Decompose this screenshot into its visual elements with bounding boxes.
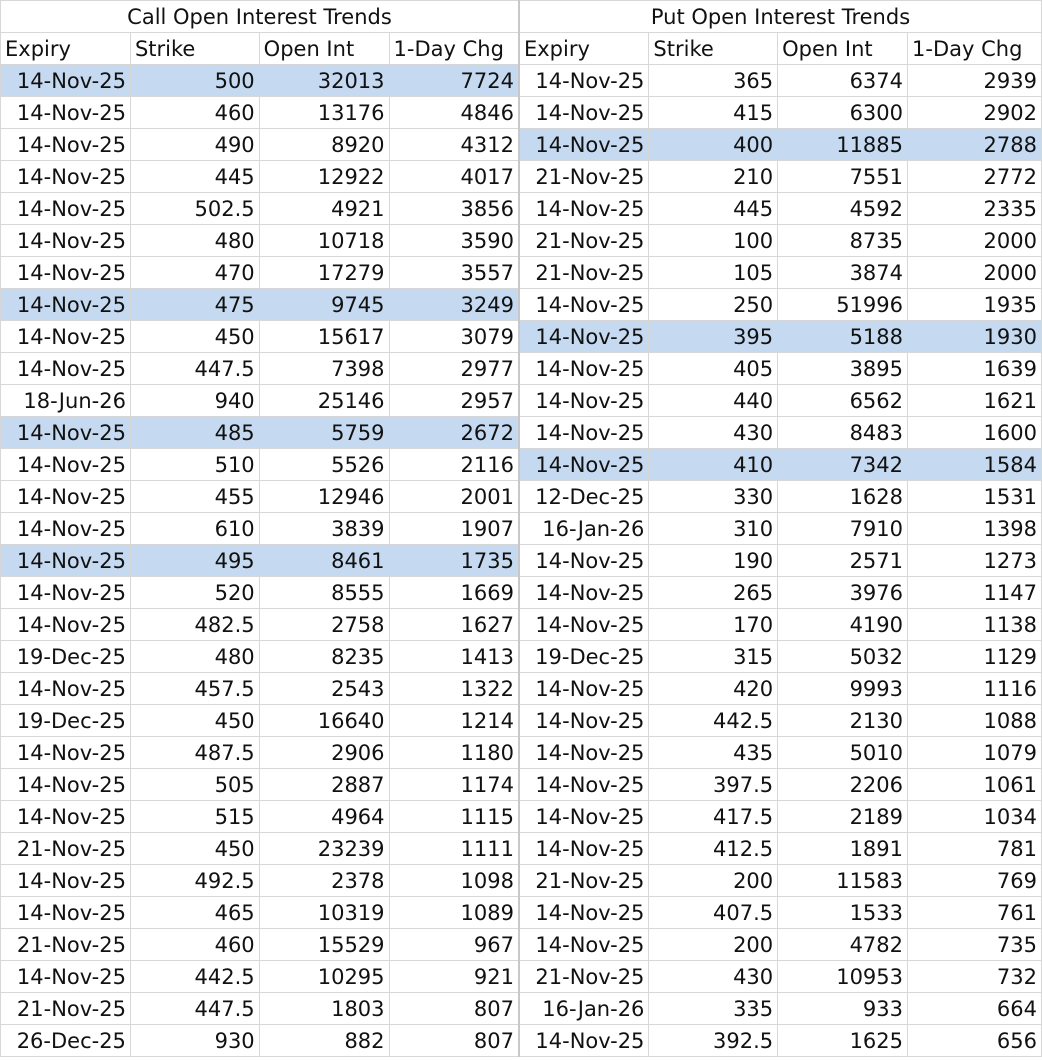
call-one-day-chg-cell[interactable]: 4846 bbox=[389, 97, 519, 129]
call-open-int-cell[interactable]: 8555 bbox=[259, 577, 389, 609]
put-one-day-chg-cell[interactable]: 1621 bbox=[908, 385, 1042, 417]
call-header-open-int[interactable]: Open Int bbox=[259, 33, 389, 65]
call-expiry-cell[interactable]: 14-Nov-25 bbox=[1, 801, 131, 833]
call-strike-cell[interactable]: 492.5 bbox=[130, 865, 259, 897]
put-expiry-cell[interactable]: 14-Nov-25 bbox=[519, 929, 649, 961]
put-expiry-cell[interactable]: 14-Nov-25 bbox=[519, 833, 649, 865]
call-open-int-cell[interactable]: 17279 bbox=[259, 257, 389, 289]
call-strike-cell[interactable]: 455 bbox=[130, 481, 259, 513]
call-expiry-cell[interactable]: 14-Nov-25 bbox=[1, 449, 131, 481]
table-row bbox=[1, 577, 1042, 609]
call-strike-cell[interactable]: 450 bbox=[130, 833, 259, 865]
call-expiry-cell[interactable]: 21-Nov-25 bbox=[1, 833, 131, 865]
call-open-int-cell[interactable]: 9745 bbox=[259, 289, 389, 321]
call-strike-cell[interactable]: 480 bbox=[130, 641, 259, 673]
call-strike-cell[interactable]: 505 bbox=[130, 769, 259, 801]
put-one-day-chg-cell[interactable]: 2902 bbox=[908, 97, 1042, 129]
put-one-day-chg-cell[interactable]: 1531 bbox=[908, 481, 1042, 513]
put-expiry-cell[interactable]: 14-Nov-25 bbox=[519, 769, 649, 801]
call-one-day-chg-cell[interactable]: 2957 bbox=[389, 385, 519, 417]
put-one-day-chg-cell[interactable]: 2000 bbox=[908, 257, 1042, 289]
call-one-day-chg-cell[interactable]: 7724 bbox=[389, 65, 519, 97]
put-expiry-cell[interactable]: 14-Nov-25 bbox=[519, 321, 649, 353]
call-expiry-cell[interactable]: 14-Nov-25 bbox=[1, 97, 131, 129]
put-header-expiry[interactable]: Expiry bbox=[519, 33, 649, 65]
put-strike-cell[interactable]: 315 bbox=[649, 641, 778, 673]
call-open-int-cell[interactable]: 1803 bbox=[259, 993, 389, 1025]
call-one-day-chg-cell[interactable]: 1098 bbox=[389, 865, 519, 897]
put-strike-cell[interactable]: 250 bbox=[649, 289, 778, 321]
call-header-expiry[interactable]: Expiry bbox=[1, 33, 131, 65]
call-open-int-cell[interactable]: 8235 bbox=[259, 641, 389, 673]
call-expiry-cell[interactable]: 14-Nov-25 bbox=[1, 257, 131, 289]
call-one-day-chg-cell[interactable]: 1115 bbox=[389, 801, 519, 833]
put-open-int-cell[interactable]: 11583 bbox=[778, 865, 908, 897]
call-open-int-cell[interactable]: 10295 bbox=[259, 961, 389, 993]
put-one-day-chg-cell[interactable]: 1061 bbox=[908, 769, 1042, 801]
put-strike-cell[interactable]: 397.5 bbox=[649, 769, 778, 801]
call-strike-cell[interactable]: 475 bbox=[130, 289, 259, 321]
put-one-day-chg-cell[interactable]: 664 bbox=[908, 993, 1042, 1025]
call-open-int-cell[interactable]: 12946 bbox=[259, 481, 389, 513]
call-open-int-cell[interactable]: 15617 bbox=[259, 321, 389, 353]
put-expiry-cell[interactable]: 14-Nov-25 bbox=[519, 385, 649, 417]
call-strike-cell[interactable]: 447.5 bbox=[130, 353, 259, 385]
call-one-day-chg-cell[interactable]: 3557 bbox=[389, 257, 519, 289]
call-expiry-cell[interactable]: 14-Nov-25 bbox=[1, 865, 131, 897]
section-title-row bbox=[1, 1, 1042, 33]
put-expiry-cell[interactable]: 14-Nov-25 bbox=[519, 545, 649, 577]
put-one-day-chg-cell[interactable]: 1600 bbox=[908, 417, 1042, 449]
call-open-int-cell[interactable]: 10319 bbox=[259, 897, 389, 929]
put-strike-cell[interactable]: 430 bbox=[649, 961, 778, 993]
put-strike-cell[interactable]: 395 bbox=[649, 321, 778, 353]
put-open-int-cell[interactable]: 4190 bbox=[778, 609, 908, 641]
put-open-int-cell[interactable]: 3895 bbox=[778, 353, 908, 385]
column-header-row bbox=[1, 33, 1042, 65]
call-strike-cell[interactable]: 450 bbox=[130, 321, 259, 353]
put-open-int-cell[interactable]: 4782 bbox=[778, 929, 908, 961]
put-open-int-cell[interactable]: 10953 bbox=[778, 961, 908, 993]
put-one-day-chg-cell[interactable]: 1935 bbox=[908, 289, 1042, 321]
put-one-day-chg-cell[interactable]: 1639 bbox=[908, 353, 1042, 385]
call-strike-cell[interactable]: 485 bbox=[130, 417, 259, 449]
put-expiry-cell[interactable]: 14-Nov-25 bbox=[519, 673, 649, 705]
call-one-day-chg-cell[interactable]: 3079 bbox=[389, 321, 519, 353]
call-open-int-cell[interactable]: 15529 bbox=[259, 929, 389, 961]
put-strike-cell[interactable]: 210 bbox=[649, 161, 778, 193]
call-open-int-cell[interactable]: 2906 bbox=[259, 737, 389, 769]
put-section-title[interactable]: Put Open Interest Trends bbox=[519, 1, 1042, 33]
put-expiry-cell[interactable]: 21-Nov-25 bbox=[519, 161, 649, 193]
call-one-day-chg-cell[interactable]: 807 bbox=[389, 1025, 519, 1057]
put-expiry-cell[interactable]: 14-Nov-25 bbox=[519, 193, 649, 225]
call-expiry-cell[interactable]: 14-Nov-25 bbox=[1, 321, 131, 353]
put-one-day-chg-cell[interactable]: 732 bbox=[908, 961, 1042, 993]
call-open-int-cell[interactable]: 5526 bbox=[259, 449, 389, 481]
table-row bbox=[1, 609, 1042, 641]
call-expiry-cell[interactable]: 26-Dec-25 bbox=[1, 1025, 131, 1057]
call-strike-cell[interactable]: 480 bbox=[130, 225, 259, 257]
put-one-day-chg-cell[interactable]: 761 bbox=[908, 897, 1042, 929]
call-expiry-cell[interactable]: 14-Nov-25 bbox=[1, 577, 131, 609]
put-strike-cell[interactable]: 170 bbox=[649, 609, 778, 641]
call-strike-cell[interactable]: 450 bbox=[130, 705, 259, 737]
table-row bbox=[1, 1025, 1042, 1057]
call-expiry-cell[interactable]: 14-Nov-25 bbox=[1, 961, 131, 993]
table-row bbox=[1, 193, 1042, 225]
call-expiry-cell[interactable]: 14-Nov-25 bbox=[1, 225, 131, 257]
table-row bbox=[1, 161, 1042, 193]
put-open-int-cell[interactable]: 1625 bbox=[778, 1025, 908, 1057]
table-row bbox=[1, 417, 1042, 449]
call-open-int-cell[interactable]: 8920 bbox=[259, 129, 389, 161]
call-one-day-chg-cell[interactable]: 1089 bbox=[389, 897, 519, 929]
call-expiry-cell[interactable]: 14-Nov-25 bbox=[1, 737, 131, 769]
put-strike-cell[interactable]: 435 bbox=[649, 737, 778, 769]
put-expiry-cell[interactable]: 14-Nov-25 bbox=[519, 705, 649, 737]
put-strike-cell[interactable]: 310 bbox=[649, 513, 778, 545]
call-open-int-cell[interactable]: 2543 bbox=[259, 673, 389, 705]
table-body bbox=[1, 65, 1042, 1057]
call-expiry-cell[interactable]: 14-Nov-25 bbox=[1, 545, 131, 577]
call-expiry-cell[interactable]: 14-Nov-25 bbox=[1, 129, 131, 161]
put-expiry-cell[interactable]: 21-Nov-25 bbox=[519, 961, 649, 993]
put-expiry-cell[interactable]: 14-Nov-25 bbox=[519, 417, 649, 449]
call-open-int-cell[interactable]: 7398 bbox=[259, 353, 389, 385]
table-row bbox=[1, 705, 1042, 737]
call-open-int-cell[interactable]: 4964 bbox=[259, 801, 389, 833]
call-open-int-cell[interactable]: 10718 bbox=[259, 225, 389, 257]
table-row bbox=[1, 449, 1042, 481]
call-one-day-chg-cell[interactable]: 1627 bbox=[389, 609, 519, 641]
put-open-int-cell[interactable]: 2206 bbox=[778, 769, 908, 801]
call-expiry-cell[interactable]: 14-Nov-25 bbox=[1, 161, 131, 193]
put-open-int-cell[interactable]: 5010 bbox=[778, 737, 908, 769]
call-one-day-chg-cell[interactable]: 967 bbox=[389, 929, 519, 961]
put-strike-cell[interactable]: 417.5 bbox=[649, 801, 778, 833]
put-open-int-cell[interactable]: 51996 bbox=[778, 289, 908, 321]
call-one-day-chg-cell[interactable]: 1735 bbox=[389, 545, 519, 577]
put-strike-cell[interactable]: 430 bbox=[649, 417, 778, 449]
call-expiry-cell[interactable]: 14-Nov-25 bbox=[1, 65, 131, 97]
put-open-int-cell[interactable]: 8483 bbox=[778, 417, 908, 449]
put-expiry-cell[interactable]: 19-Dec-25 bbox=[519, 641, 649, 673]
call-open-int-cell[interactable]: 23239 bbox=[259, 833, 389, 865]
put-expiry-cell[interactable]: 14-Nov-25 bbox=[519, 801, 649, 833]
put-strike-cell[interactable]: 200 bbox=[649, 929, 778, 961]
call-strike-cell[interactable]: 445 bbox=[130, 161, 259, 193]
put-expiry-cell[interactable]: 16-Jan-26 bbox=[519, 993, 649, 1025]
put-strike-cell[interactable]: 407.5 bbox=[649, 897, 778, 929]
put-one-day-chg-cell[interactable]: 656 bbox=[908, 1025, 1042, 1057]
put-open-int-cell[interactable]: 6562 bbox=[778, 385, 908, 417]
call-one-day-chg-cell[interactable]: 807 bbox=[389, 993, 519, 1025]
call-one-day-chg-cell[interactable]: 4017 bbox=[389, 161, 519, 193]
put-strike-cell[interactable]: 265 bbox=[649, 577, 778, 609]
table-row bbox=[1, 97, 1042, 129]
put-one-day-chg-cell[interactable]: 1034 bbox=[908, 801, 1042, 833]
call-one-day-chg-cell[interactable]: 1111 bbox=[389, 833, 519, 865]
call-strike-cell[interactable]: 520 bbox=[130, 577, 259, 609]
table-row bbox=[1, 929, 1042, 961]
put-expiry-cell[interactable]: 21-Nov-25 bbox=[519, 865, 649, 897]
table-row bbox=[1, 129, 1042, 161]
call-expiry-cell[interactable]: 14-Nov-25 bbox=[1, 289, 131, 321]
put-strike-cell[interactable]: 365 bbox=[649, 65, 778, 97]
put-open-int-cell[interactable]: 6374 bbox=[778, 65, 908, 97]
put-one-day-chg-cell[interactable]: 2772 bbox=[908, 161, 1042, 193]
call-one-day-chg-cell[interactable]: 2116 bbox=[389, 449, 519, 481]
call-strike-cell[interactable]: 515 bbox=[130, 801, 259, 833]
put-expiry-cell[interactable]: 14-Nov-25 bbox=[519, 353, 649, 385]
call-expiry-cell[interactable]: 19-Dec-25 bbox=[1, 641, 131, 673]
put-one-day-chg-cell[interactable]: 781 bbox=[908, 833, 1042, 865]
call-strike-cell[interactable]: 447.5 bbox=[130, 993, 259, 1025]
put-strike-cell[interactable]: 412.5 bbox=[649, 833, 778, 865]
table-row bbox=[1, 385, 1042, 417]
put-strike-cell[interactable]: 442.5 bbox=[649, 705, 778, 737]
call-expiry-cell[interactable]: 14-Nov-25 bbox=[1, 897, 131, 929]
call-expiry-cell[interactable]: 14-Nov-25 bbox=[1, 417, 131, 449]
put-strike-cell[interactable]: 445 bbox=[649, 193, 778, 225]
table-row bbox=[1, 353, 1042, 385]
put-open-int-cell[interactable]: 7910 bbox=[778, 513, 908, 545]
put-expiry-cell[interactable]: 14-Nov-25 bbox=[519, 737, 649, 769]
table-row bbox=[1, 769, 1042, 801]
call-strike-cell[interactable]: 495 bbox=[130, 545, 259, 577]
call-open-int-cell[interactable]: 2758 bbox=[259, 609, 389, 641]
call-one-day-chg-cell[interactable]: 1669 bbox=[389, 577, 519, 609]
call-strike-cell[interactable]: 490 bbox=[130, 129, 259, 161]
put-strike-cell[interactable]: 415 bbox=[649, 97, 778, 129]
table-row bbox=[1, 801, 1042, 833]
table-row bbox=[1, 289, 1042, 321]
table-row bbox=[1, 321, 1042, 353]
call-strike-cell[interactable]: 930 bbox=[130, 1025, 259, 1057]
put-one-day-chg-cell[interactable]: 2335 bbox=[908, 193, 1042, 225]
put-open-int-cell[interactable]: 2571 bbox=[778, 545, 908, 577]
put-open-int-cell[interactable]: 7551 bbox=[778, 161, 908, 193]
put-open-int-cell[interactable]: 1533 bbox=[778, 897, 908, 929]
put-strike-cell[interactable]: 440 bbox=[649, 385, 778, 417]
put-strike-cell[interactable]: 100 bbox=[649, 225, 778, 257]
call-expiry-cell[interactable]: 14-Nov-25 bbox=[1, 513, 131, 545]
call-expiry-cell[interactable]: 21-Nov-25 bbox=[1, 993, 131, 1025]
put-open-int-cell[interactable]: 5188 bbox=[778, 321, 908, 353]
call-section-title[interactable]: Call Open Interest Trends bbox=[1, 1, 519, 33]
put-one-day-chg-cell[interactable]: 1138 bbox=[908, 609, 1042, 641]
put-strike-cell[interactable]: 335 bbox=[649, 993, 778, 1025]
put-expiry-cell[interactable]: 21-Nov-25 bbox=[519, 257, 649, 289]
table-row bbox=[1, 545, 1042, 577]
put-expiry-cell[interactable]: 16-Jan-26 bbox=[519, 513, 649, 545]
put-one-day-chg-cell[interactable]: 1079 bbox=[908, 737, 1042, 769]
put-one-day-chg-cell[interactable]: 1398 bbox=[908, 513, 1042, 545]
call-expiry-cell[interactable]: 14-Nov-25 bbox=[1, 481, 131, 513]
call-open-int-cell[interactable]: 2887 bbox=[259, 769, 389, 801]
call-one-day-chg-cell[interactable]: 1174 bbox=[389, 769, 519, 801]
call-open-int-cell[interactable]: 16640 bbox=[259, 705, 389, 737]
call-open-int-cell[interactable]: 8461 bbox=[259, 545, 389, 577]
put-one-day-chg-cell[interactable]: 2939 bbox=[908, 65, 1042, 97]
call-one-day-chg-cell[interactable]: 1180 bbox=[389, 737, 519, 769]
put-one-day-chg-cell[interactable]: 1930 bbox=[908, 321, 1042, 353]
put-expiry-cell[interactable]: 14-Nov-25 bbox=[519, 897, 649, 929]
call-open-int-cell[interactable]: 5759 bbox=[259, 417, 389, 449]
put-open-int-cell[interactable]: 4592 bbox=[778, 193, 908, 225]
call-one-day-chg-cell[interactable]: 2977 bbox=[389, 353, 519, 385]
call-strike-cell[interactable]: 442.5 bbox=[130, 961, 259, 993]
put-strike-cell[interactable]: 105 bbox=[649, 257, 778, 289]
put-open-int-cell[interactable]: 3976 bbox=[778, 577, 908, 609]
call-expiry-cell[interactable]: 18-Jun-26 bbox=[1, 385, 131, 417]
table-row bbox=[1, 737, 1042, 769]
call-strike-cell[interactable]: 470 bbox=[130, 257, 259, 289]
put-open-int-cell[interactable]: 2189 bbox=[778, 801, 908, 833]
put-open-int-cell[interactable]: 8735 bbox=[778, 225, 908, 257]
call-strike-cell[interactable]: 487.5 bbox=[130, 737, 259, 769]
call-one-day-chg-cell[interactable]: 1214 bbox=[389, 705, 519, 737]
put-open-int-cell[interactable]: 5032 bbox=[778, 641, 908, 673]
table-row bbox=[1, 225, 1042, 257]
put-one-day-chg-cell[interactable]: 2788 bbox=[908, 129, 1042, 161]
put-expiry-cell[interactable]: 14-Nov-25 bbox=[519, 65, 649, 97]
put-expiry-cell[interactable]: 14-Nov-25 bbox=[519, 129, 649, 161]
table-row bbox=[1, 897, 1042, 929]
put-expiry-cell[interactable]: 12-Dec-25 bbox=[519, 481, 649, 513]
call-one-day-chg-cell[interactable]: 3856 bbox=[389, 193, 519, 225]
call-strike-cell[interactable]: 610 bbox=[130, 513, 259, 545]
call-strike-cell[interactable]: 457.5 bbox=[130, 673, 259, 705]
put-strike-cell[interactable]: 392.5 bbox=[649, 1025, 778, 1057]
call-strike-cell[interactable]: 460 bbox=[130, 97, 259, 129]
put-open-int-cell[interactable]: 7342 bbox=[778, 449, 908, 481]
put-one-day-chg-cell[interactable]: 1584 bbox=[908, 449, 1042, 481]
table-row bbox=[1, 641, 1042, 673]
call-open-int-cell[interactable]: 12922 bbox=[259, 161, 389, 193]
table-row bbox=[1, 865, 1042, 897]
put-strike-cell[interactable]: 190 bbox=[649, 545, 778, 577]
table-row bbox=[1, 833, 1042, 865]
call-open-int-cell[interactable]: 25146 bbox=[259, 385, 389, 417]
put-strike-cell[interactable]: 420 bbox=[649, 673, 778, 705]
call-expiry-cell[interactable]: 14-Nov-25 bbox=[1, 353, 131, 385]
put-header-strike[interactable]: Strike bbox=[649, 33, 778, 65]
put-open-int-cell[interactable]: 2130 bbox=[778, 705, 908, 737]
put-expiry-cell[interactable]: 14-Nov-25 bbox=[519, 577, 649, 609]
call-open-int-cell[interactable]: 882 bbox=[259, 1025, 389, 1057]
call-one-day-chg-cell[interactable]: 3249 bbox=[389, 289, 519, 321]
call-strike-cell[interactable]: 502.5 bbox=[130, 193, 259, 225]
call-expiry-cell[interactable]: 19-Dec-25 bbox=[1, 705, 131, 737]
call-strike-cell[interactable]: 482.5 bbox=[130, 609, 259, 641]
put-one-day-chg-cell[interactable]: 735 bbox=[908, 929, 1042, 961]
call-strike-cell[interactable]: 460 bbox=[130, 929, 259, 961]
put-one-day-chg-cell[interactable]: 1116 bbox=[908, 673, 1042, 705]
put-strike-cell[interactable]: 400 bbox=[649, 129, 778, 161]
call-strike-cell[interactable]: 510 bbox=[130, 449, 259, 481]
put-open-int-cell[interactable]: 9993 bbox=[778, 673, 908, 705]
call-expiry-cell[interactable]: 14-Nov-25 bbox=[1, 769, 131, 801]
put-expiry-cell[interactable]: 21-Nov-25 bbox=[519, 225, 649, 257]
call-strike-cell[interactable]: 465 bbox=[130, 897, 259, 929]
put-expiry-cell[interactable]: 14-Nov-25 bbox=[519, 289, 649, 321]
put-strike-cell[interactable]: 410 bbox=[649, 449, 778, 481]
call-open-int-cell[interactable]: 2378 bbox=[259, 865, 389, 897]
call-one-day-chg-cell[interactable]: 1907 bbox=[389, 513, 519, 545]
put-open-int-cell[interactable]: 3874 bbox=[778, 257, 908, 289]
put-strike-cell[interactable]: 405 bbox=[649, 353, 778, 385]
put-one-day-chg-cell[interactable]: 1273 bbox=[908, 545, 1042, 577]
call-one-day-chg-cell[interactable]: 2672 bbox=[389, 417, 519, 449]
call-expiry-cell[interactable]: 21-Nov-25 bbox=[1, 929, 131, 961]
call-one-day-chg-cell[interactable]: 921 bbox=[389, 961, 519, 993]
call-expiry-cell[interactable]: 14-Nov-25 bbox=[1, 609, 131, 641]
put-one-day-chg-cell[interactable]: 769 bbox=[908, 865, 1042, 897]
put-open-int-cell[interactable]: 933 bbox=[778, 993, 908, 1025]
call-strike-cell[interactable]: 500 bbox=[130, 65, 259, 97]
call-header-strike[interactable]: Strike bbox=[130, 33, 259, 65]
put-one-day-chg-cell[interactable]: 2000 bbox=[908, 225, 1042, 257]
table-row bbox=[1, 257, 1042, 289]
put-open-int-cell[interactable]: 1628 bbox=[778, 481, 908, 513]
call-strike-cell[interactable]: 940 bbox=[130, 385, 259, 417]
put-header-open-int[interactable]: Open Int bbox=[778, 33, 908, 65]
put-strike-cell[interactable]: 330 bbox=[649, 481, 778, 513]
put-expiry-cell[interactable]: 14-Nov-25 bbox=[519, 1025, 649, 1057]
table-row bbox=[1, 961, 1042, 993]
put-header-1-day-chg[interactable]: 1-Day Chg bbox=[908, 33, 1042, 65]
call-expiry-cell[interactable]: 14-Nov-25 bbox=[1, 673, 131, 705]
call-one-day-chg-cell[interactable]: 1413 bbox=[389, 641, 519, 673]
call-one-day-chg-cell[interactable]: 2001 bbox=[389, 481, 519, 513]
call-expiry-cell[interactable]: 14-Nov-25 bbox=[1, 193, 131, 225]
call-open-int-cell[interactable]: 4921 bbox=[259, 193, 389, 225]
put-expiry-cell[interactable]: 14-Nov-25 bbox=[519, 609, 649, 641]
call-open-int-cell[interactable]: 32013 bbox=[259, 65, 389, 97]
call-one-day-chg-cell[interactable]: 1322 bbox=[389, 673, 519, 705]
call-one-day-chg-cell[interactable]: 4312 bbox=[389, 129, 519, 161]
put-one-day-chg-cell[interactable]: 1088 bbox=[908, 705, 1042, 737]
put-expiry-cell[interactable]: 14-Nov-25 bbox=[519, 97, 649, 129]
table-row bbox=[1, 65, 1042, 97]
call-header-1-day-chg[interactable]: 1-Day Chg bbox=[389, 33, 519, 65]
call-one-day-chg-cell[interactable]: 3590 bbox=[389, 225, 519, 257]
put-open-int-cell[interactable]: 11885 bbox=[778, 129, 908, 161]
table-row bbox=[1, 993, 1042, 1025]
put-one-day-chg-cell[interactable]: 1129 bbox=[908, 641, 1042, 673]
put-strike-cell[interactable]: 200 bbox=[649, 865, 778, 897]
table-row bbox=[1, 481, 1042, 513]
put-one-day-chg-cell[interactable]: 1147 bbox=[908, 577, 1042, 609]
put-expiry-cell[interactable]: 14-Nov-25 bbox=[519, 449, 649, 481]
call-open-int-cell[interactable]: 13176 bbox=[259, 97, 389, 129]
put-open-int-cell[interactable]: 1891 bbox=[778, 833, 908, 865]
put-open-int-cell[interactable]: 6300 bbox=[778, 97, 908, 129]
table-row bbox=[1, 673, 1042, 705]
table-row bbox=[1, 513, 1042, 545]
call-open-int-cell[interactable]: 3839 bbox=[259, 513, 389, 545]
